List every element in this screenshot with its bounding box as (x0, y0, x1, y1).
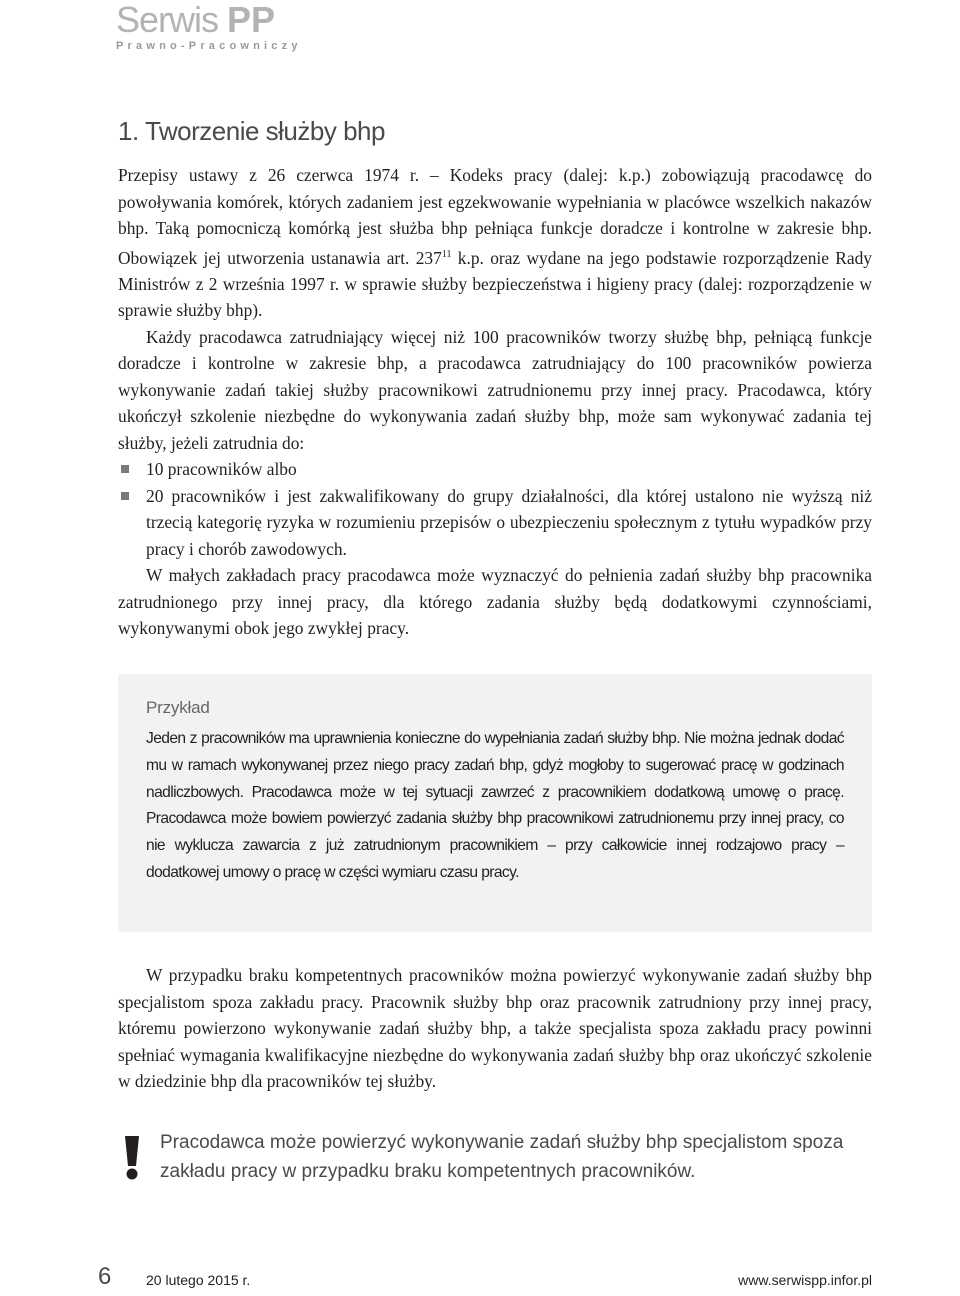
note-text: Pracodawca może powierzyć wykonywanie zadań służby bhp specjalistom spoza zakładu pracy w przypadku braku kompetentnych pracowników. (160, 1132, 844, 1182)
paragraph-small-workplaces: W małych zakładach pracy pracodawca może wyznaczyć do pełnienia zadań służby bhp pracownika zatrudnionego przy innej pracy, dla którego zadania służby będą dodatkowymi czynnościami, wykonywanymi obok jego zwykłej pracy. (118, 565, 872, 639)
logo-main-text: Serwis (116, 0, 219, 40)
exclamation-icon (118, 1136, 146, 1180)
issue-date: 20 lutego 2015 r. (146, 1272, 251, 1288)
body-text-block-1 (118, 162, 872, 642)
example-text: Jeden z pracowników ma uprawnienia konieczne do wypełniania zadań służby bhp. Nie można jednak dodać mu w ramach wykonywanej przez niego pracy zadań bhp, gdyż mogłoby to sugerować pracę w godzinach nadliczbowych. Pracodawca może w tej sytuacji zawrzeć z pracownikiem dodatkową umowę o pracę. Pracodawca może bowiem powierzyć zadania służby bhp pracownikowi zatrudnionemu przy innej pracy, co nie wyklucza zawarcia z już zatrudnionym pracownikiem – przy całkowicie innej rodzajowo pracy – dodatkowej umowy o pracę w części wymiaru czasu pracy. (146, 730, 844, 881)
bullet-list (118, 456, 872, 562)
publication-logo (116, 0, 302, 52)
section-title: 1. Tworzenie służby bhp (118, 116, 385, 146)
paragraph-intro-text-b: k.p. oraz wydane na jego podstawie rozporządzenie Rady Ministrów z 2 września 1997 r. w sprawie służby bezpieczeństwa i higieny pracy (dalej: rozporządzenie w sprawie służby bhp). (118, 247, 872, 321)
page-number: 6 (98, 1263, 112, 1290)
paragraph-external-specialists: W przypadku braku kompetentnych pracowników można powierzyć wykonywanie zadań służby bhp specjalistom spoza zakładu pracy. Pracownik służby bhp oraz pracownik zatrudniony przy innej pracy, któremu powierzono wykonywanie zadań służby bhp, a także specjalista spoza zakładu pracy powinni spełniać wymagania kwalifikacyjne niezbędne do wykonywania zadań służby bhp oraz ukończyć szkolenie w dziedzinie bhp dla pracowników tej służby. (118, 965, 872, 1091)
bullet-item: 10 pracowników albo (118, 456, 872, 483)
example-title: Przykład (146, 698, 210, 717)
bullet-item: 20 pracowników i jest zakwalifikowany do grupy działalności, dla której ustalono nie wyższą niż trzecią kategorię ryzyka w rozumieniu przepisów o ubezpieczeniu społecznym z tytułu wypadków przy pracy i chorób zawodowych. (118, 483, 872, 563)
logo-wordmark (116, 0, 302, 40)
article-superscript: 11 (441, 248, 452, 260)
paragraph-intro-text-a: Przepisy ustawy z 26 czerwca 1974 r. – Kodeks pracy (dalej: k.p.) zobowiązują pracodawcę do powoływania komórek, których zadaniem jest egzekwowanie wypełniania w placówce wszelkich nakazów bhp. Taką pomocniczą komórką jest służba bhp pełniąca funkcje doradcze i kontrolne w zakresie bhp. Obowiązek jej utworzenia ustanawia art. 237 (118, 165, 872, 268)
website-link[interactable]: www.serwispp.infor.pl (738, 1272, 872, 1288)
paragraph-intro (118, 162, 872, 324)
important-note (118, 1128, 872, 1224)
logo-subtitle: Prawno-Pracowniczy (116, 40, 302, 52)
paragraph-employer-duties: Każdy pracodawca zatrudniający więcej niż 100 pracowników tworzy służbę bhp, pełniącą funkcje doradcze i kontrolne w zakresie bhp, a pracodawca zatrudniający do 100 pracowników powierza wykonywanie zadań takiej służby pracownikowi zatrudnionemu przy innej pracy. Pracodawca, który ukończył szkolenie niezbędne do wykonywania zadań służby bhp, może sam wykonywać zadania tej służby, jeżeli zatrudnia do: (118, 326, 872, 453)
example-box (118, 674, 872, 932)
body-text-block-2 (118, 962, 872, 1095)
logo-pp-text: PP (227, 0, 276, 40)
